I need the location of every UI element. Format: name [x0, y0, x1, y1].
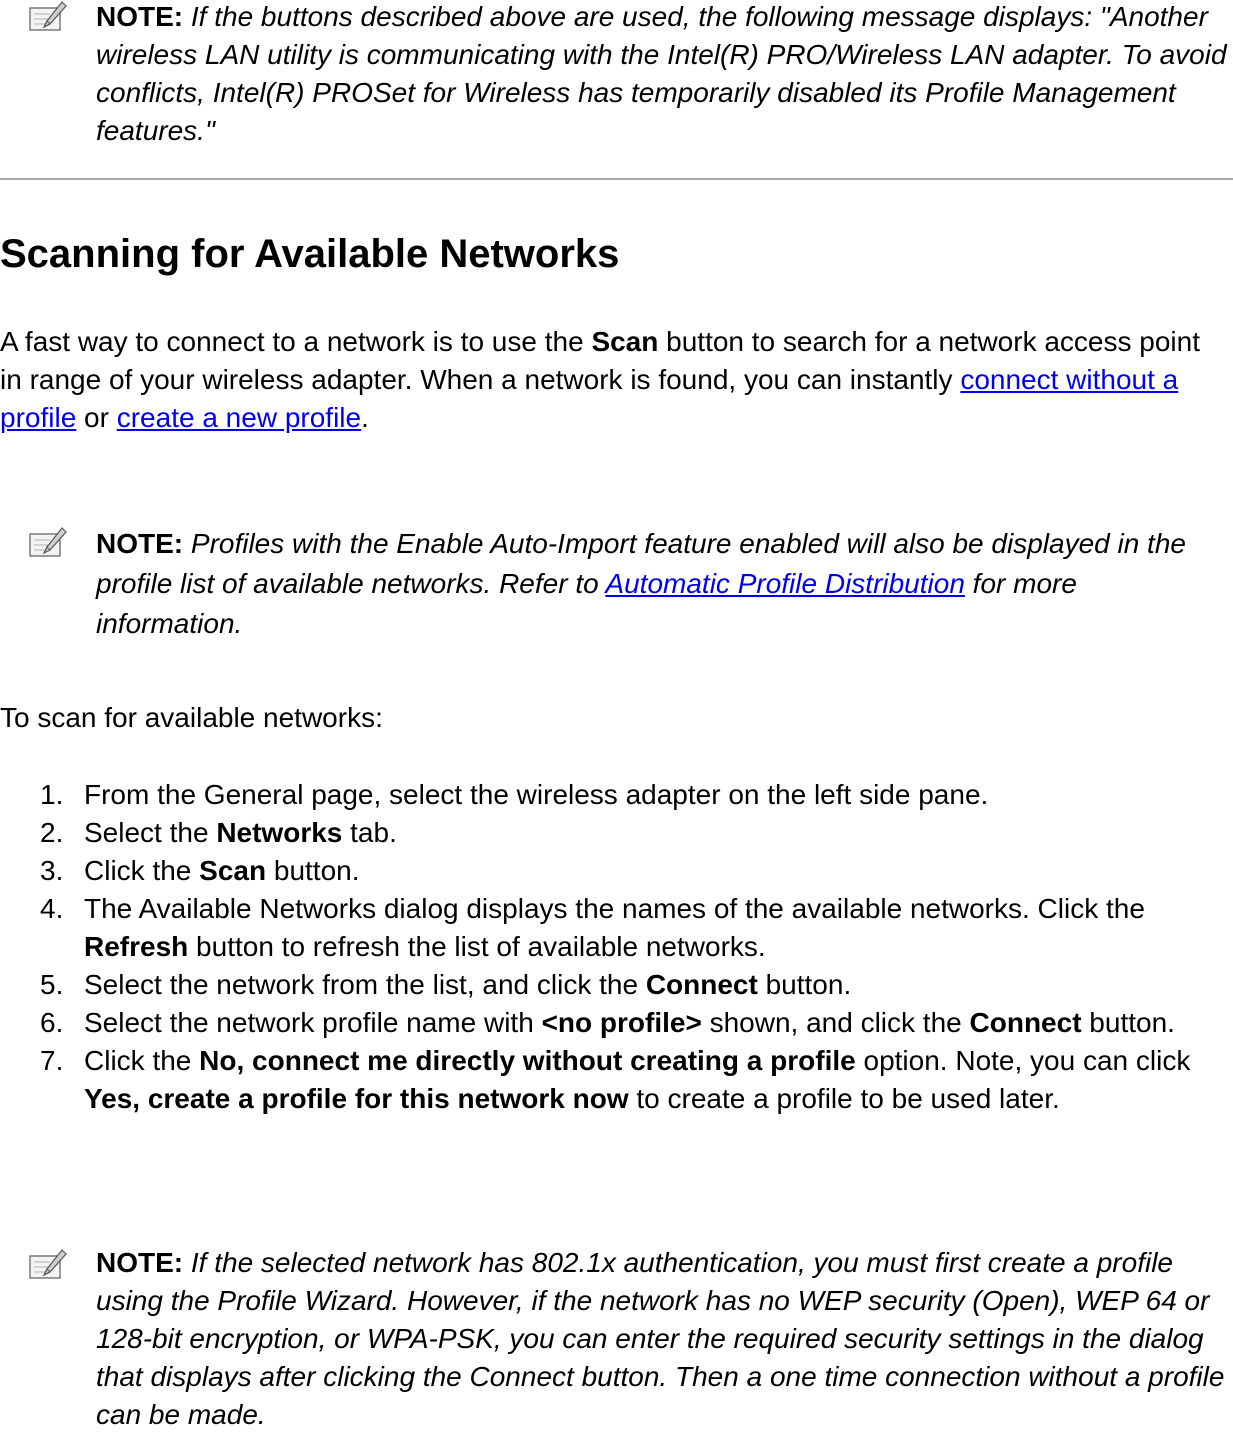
step-number: 4.	[40, 893, 64, 924]
note-body: If the selected network has 802.1x authentication, you must first create a profile using the Profile Wizard. However, if the network has no WEP security (Open), WEP 64 or 128-bit encryption, or WPA-PSK, you can enter the required security settings in the dialog that displays after clicking the Connect button. Then a one time connection without a profile can be made.	[96, 1247, 1225, 1430]
note-label: NOTE:	[96, 528, 184, 559]
step-number: 3.	[40, 855, 64, 886]
step-bold: Refresh	[84, 931, 189, 962]
step-text: button.	[1081, 1007, 1175, 1038]
intro-text: or	[76, 402, 117, 433]
section-divider	[0, 178, 1233, 180]
step-bold: Connect	[645, 969, 758, 1000]
connect-without-profile-link[interactable]: connect without a profile	[0, 364, 1179, 433]
note-body: Profiles with the Enable Auto-Import feature enabled will also be displayed in the profile list of available networks. Refer to	[96, 528, 1186, 599]
step-text: button to refresh the list of available networks.	[188, 931, 766, 962]
step-text: button.	[266, 855, 360, 886]
intro-text: button to search for a network access point in range of your wireless adapter. When a network is found, you can instantly	[0, 326, 1200, 395]
step-number: 5.	[40, 969, 64, 1000]
step-bold: Connect	[969, 1007, 1082, 1038]
scan-intro: To scan for available networks:	[0, 702, 383, 733]
step-text: button.	[757, 969, 852, 1000]
step-text: From the General page, select the wireless adapter on the left side pane.	[84, 779, 989, 810]
automatic-profile-distribution-link[interactable]: Automatic Profile Distribution	[605, 568, 965, 599]
step-text: The Available Networks dialog displays the names of the available networks. Click the	[84, 893, 1145, 924]
page-title: Scanning for Available Networks	[0, 232, 620, 276]
note-text	[96, 0, 1229, 150]
step-text: option. Note, you can click	[855, 1045, 1191, 1076]
step-text: shown, and click the	[701, 1007, 970, 1038]
step-text: Select the network profile name with	[84, 1007, 542, 1038]
note-body: for more information.	[96, 568, 1077, 639]
step-text: Click the	[84, 1045, 200, 1076]
step-number: 6.	[40, 1007, 64, 1038]
list-item	[0, 776, 1230, 814]
step-bold: Networks	[216, 817, 343, 848]
list-item	[0, 1004, 1230, 1042]
note-label: NOTE:	[96, 1, 184, 32]
intro-paragraph	[0, 323, 1223, 437]
note-pencil-icon	[28, 526, 68, 560]
note-text	[96, 524, 1229, 644]
intro-text: A fast way to connect to a network is to use the	[0, 326, 592, 357]
step-bold: Yes, create a profile for this network now	[84, 1083, 629, 1114]
step-bold: No, connect me directly without creating a profile	[199, 1045, 856, 1076]
step-text: Select the	[84, 817, 217, 848]
step-bold: Scan	[199, 855, 267, 886]
step-bold: <no profile>	[541, 1007, 702, 1038]
note-pencil-icon	[28, 1248, 68, 1282]
create-new-profile-link[interactable]: create a new profile	[116, 402, 362, 433]
step-text: Select the network from the list, and click the	[84, 969, 646, 1000]
step-number: 7.	[40, 1045, 64, 1076]
list-item	[0, 966, 1230, 1004]
list-item	[0, 814, 1230, 852]
list-item	[0, 852, 1230, 890]
note-label: NOTE:	[96, 1247, 184, 1278]
step-text: to create a profile to be used later.	[628, 1083, 1060, 1114]
list-item	[0, 890, 1230, 966]
note-body: If the buttons described above are used, the following message displays: "Another wireless LAN utility is communicating with the Intel(R) PRO/Wireless LAN adapter. To avoid conflicts, Intel(R) PROSet for Wireless has temporarily disabled its Profile Management features."	[96, 1, 1227, 146]
step-number: 1.	[40, 779, 64, 810]
step-text: Click the	[84, 855, 200, 886]
step-number: 2.	[40, 817, 64, 848]
intro-text: .	[361, 402, 369, 433]
steps-list	[0, 776, 1230, 1118]
note-text	[96, 1244, 1229, 1434]
list-item	[0, 1042, 1230, 1118]
step-text: tab.	[342, 817, 397, 848]
note-pencil-icon	[28, 0, 68, 34]
intro-bold: Scan	[591, 326, 659, 357]
